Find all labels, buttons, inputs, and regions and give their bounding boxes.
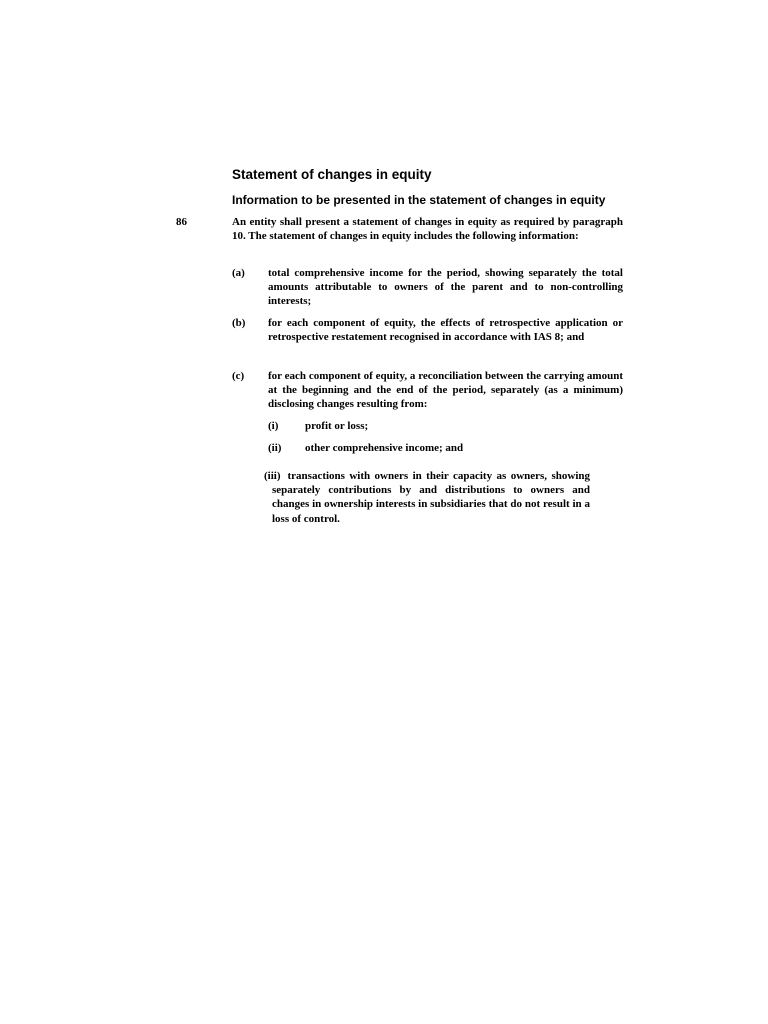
item-b-text: for each component of equity, the effects of retrospective application or retrospective restatement recognised in accordance with IAS 8; and	[268, 317, 623, 344]
subitem-ii-text: other comprehensive income; and	[305, 442, 464, 454]
subitem-i-text: profit or loss;	[305, 420, 369, 432]
item-c-text: for each component of equity, a reconciliation between the carrying amount at the beginning and the end of the period, separately (as a minimum) disclosing changes resulting from:	[268, 370, 623, 411]
paragraph-text: An entity shall present a statement of changes in equity as required by paragraph 10. The statement of changes in equity includes the following information:	[232, 216, 623, 243]
section-subtitle: Information to be presented in the statement of changes in equity	[232, 193, 606, 207]
paragraph-number: 86	[176, 216, 187, 228]
subitem-i-label: (i)	[268, 420, 279, 432]
subitem-ii-label: (ii)	[268, 442, 282, 454]
item-b-label: (b)	[232, 317, 246, 329]
item-a-text: total comprehensive income for the period, showing separately the total amounts attributable to owners of the parent and to non-controlling interests;	[268, 267, 623, 308]
item-c-label: (c)	[232, 370, 245, 382]
subitem-iii-label: (iii)	[264, 470, 281, 482]
section-title: Statement of changes in equity	[232, 167, 432, 182]
item-a-label: (a)	[232, 267, 245, 279]
subitem-iii	[264, 469, 590, 526]
subitem-iii-text: transactions with owners in their capacity as owners, showing separately contributions by and distributions to owners and changes in ownership interests in subsidiaries that do not result in a loss of control.	[272, 470, 590, 525]
